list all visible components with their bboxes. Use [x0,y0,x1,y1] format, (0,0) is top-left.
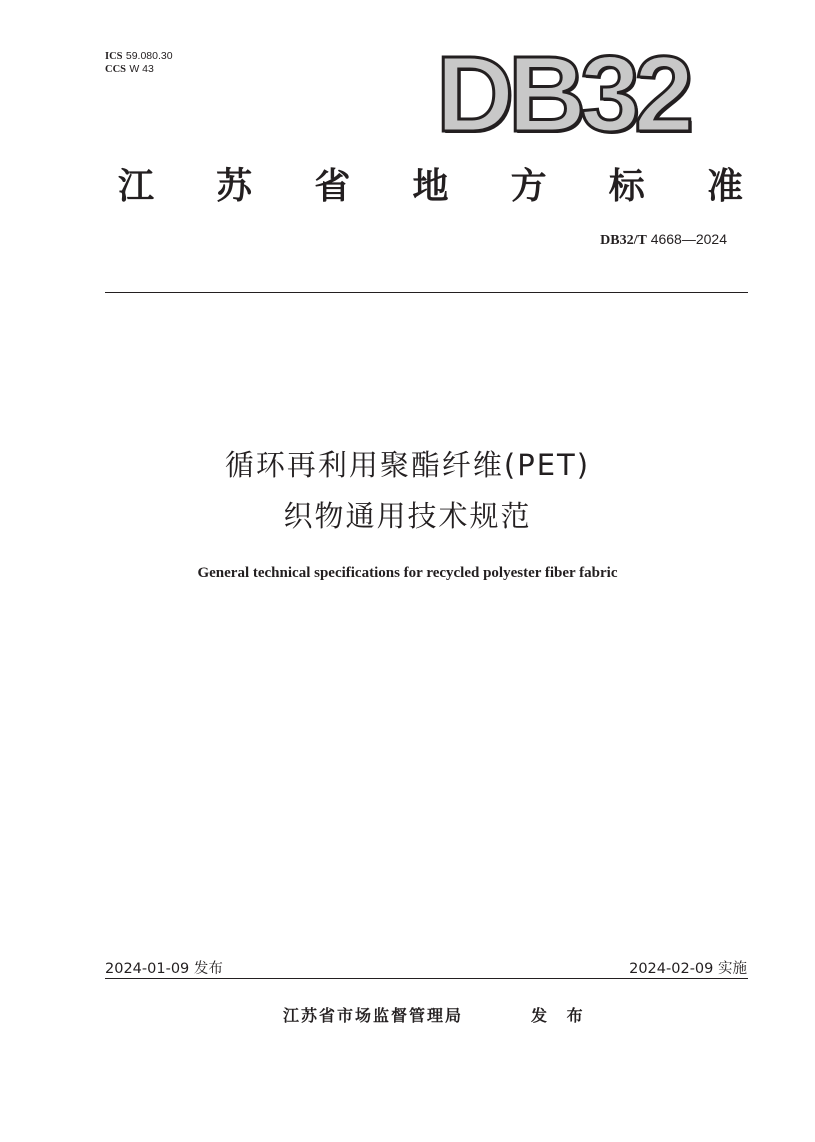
ccs-code [105,63,173,76]
standard-number [600,231,727,249]
heading-char: 方 [510,165,547,207]
heading-char: 省 [314,165,351,207]
top-divider [105,292,748,293]
issue-date: 2024-01-09 发布 [105,961,223,977]
classification-codes [105,50,173,76]
ics-value: 59.080.30 [125,50,173,62]
publisher-name: 江苏省市场监督管理局 [283,1006,464,1025]
standard-type-heading [118,158,743,208]
bottom-divider [105,978,748,979]
standard-number-prefix: DB32/T [600,233,647,248]
ccs-value: W 43 [129,63,154,75]
title-cn-line1: 循环再利用聚酯纤维(PET) [224,448,591,482]
publish-label: 发 布 [531,1006,583,1025]
heading-char: 地 [412,165,449,207]
implementation-date: 2024-02-09 实施 [629,961,747,977]
heading-char: 苏 [216,165,253,207]
heading-char: 标 [608,165,645,207]
ics-label: ICS [105,51,123,62]
heading-char: 江 [118,165,155,207]
heading-char: 准 [706,165,743,207]
ccs-label: CCS [105,64,127,75]
ics-code [105,50,173,63]
standard-number-value: 4668—2024 [650,231,727,247]
title-en: General technical specifications for recycled polyester fiber fabric [197,565,618,581]
title-cn-line2: 织物通用技术规范 [283,499,532,533]
db32-logo: DB32 [436,33,689,154]
